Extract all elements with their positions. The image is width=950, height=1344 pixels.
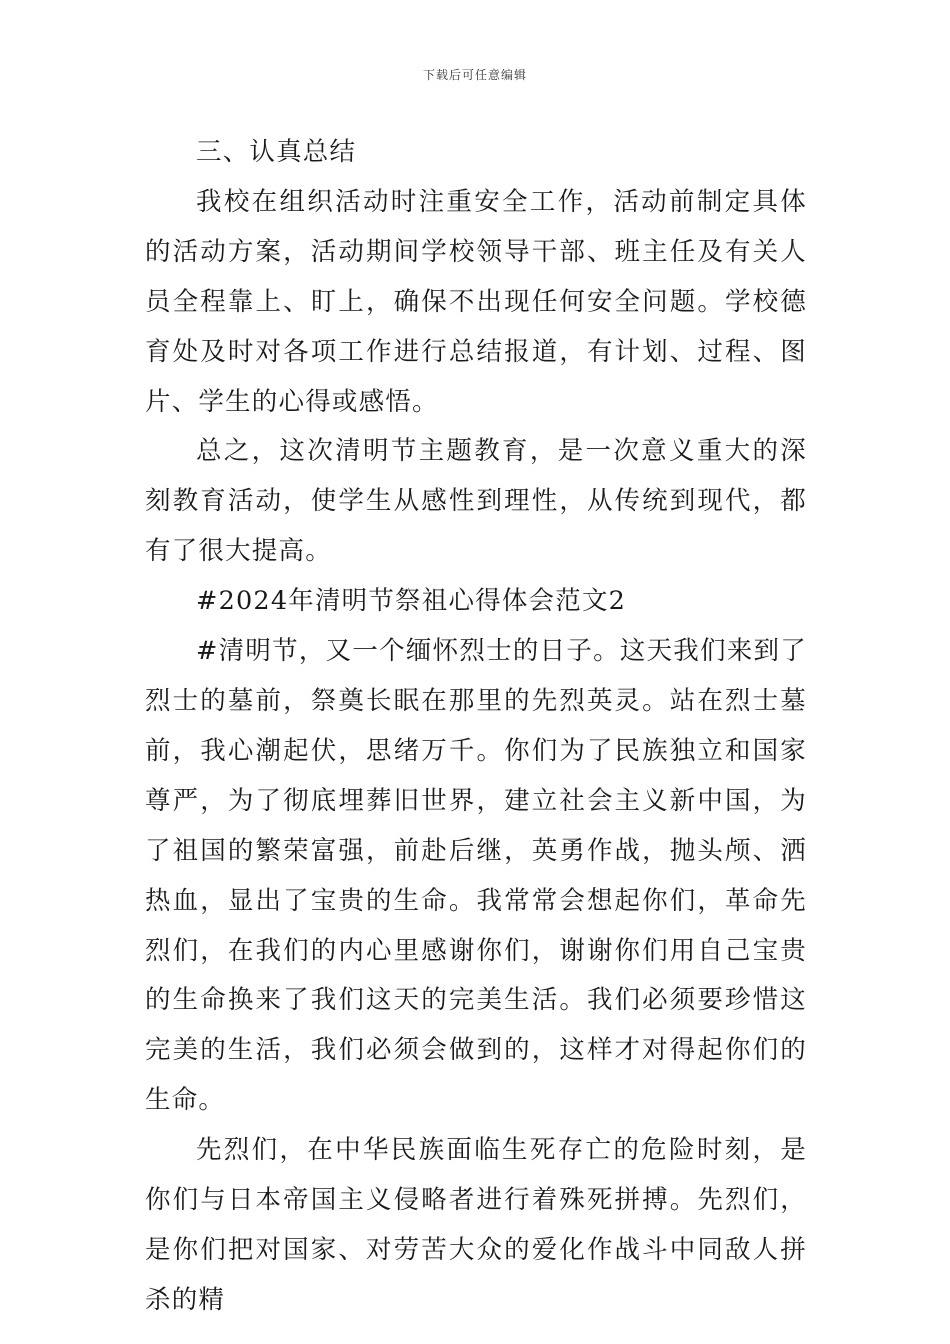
body-paragraph: 先烈们，在中华民族面临生死存亡的危险时刻，是你们与日本帝国主义侵略者进行着殊死拼搏。先烈们，是你们把对国家、对劳苦大众的爱化作战斗中同敌人拼杀的精 [145, 1135, 807, 1315]
document-body [145, 128, 807, 1326]
body-paragraph: #清明节，又一个缅怀烈士的日子。这天我们来到了烈士的墓前，祭奠长眠在那里的先烈英灵。站在烈士墓前，我心潮起伏，思绪万千。你们为了民族独立和国家尊严，为了彻底埋葬旧世界，建立社会主义新中国，为了祖国的繁荣富强，前赴后继，英勇作战，抛头颅、洒热血，显出了宝贵的生命。我常常会想起你们，革命先烈们，在我们的内心里感谢你们，谢谢你们用自己宝贵的生命换来了我们这天的完美生活。我们必须要珍惜这完美的生活，我们必须会做到的，这样才对得起你们的生命。 [145, 636, 807, 1116]
body-paragraph: 总之，这次清明节主题教育，是一次意义重大的深刻教育活动，使学生从感性到理性，从传统到现代，都有了很大提高。 [145, 436, 807, 567]
body-paragraph: 我校在组织活动时注重安全工作，活动前制定具体的活动方案，活动期间学校领导干部、班主任及有关人员全程靠上、盯上，确保不出现任何安全问题。学校德育处及时对各项工作进行总结报道，有计划、过程、图片、学生的心得或感悟。 [145, 186, 807, 417]
essay-title: #2024年清明节祭祖心得体会范文2 [196, 586, 627, 617]
page-header-note: 下载后可任意编辑 [422, 68, 527, 82]
section-heading: 三、认真总结 [196, 137, 357, 167]
